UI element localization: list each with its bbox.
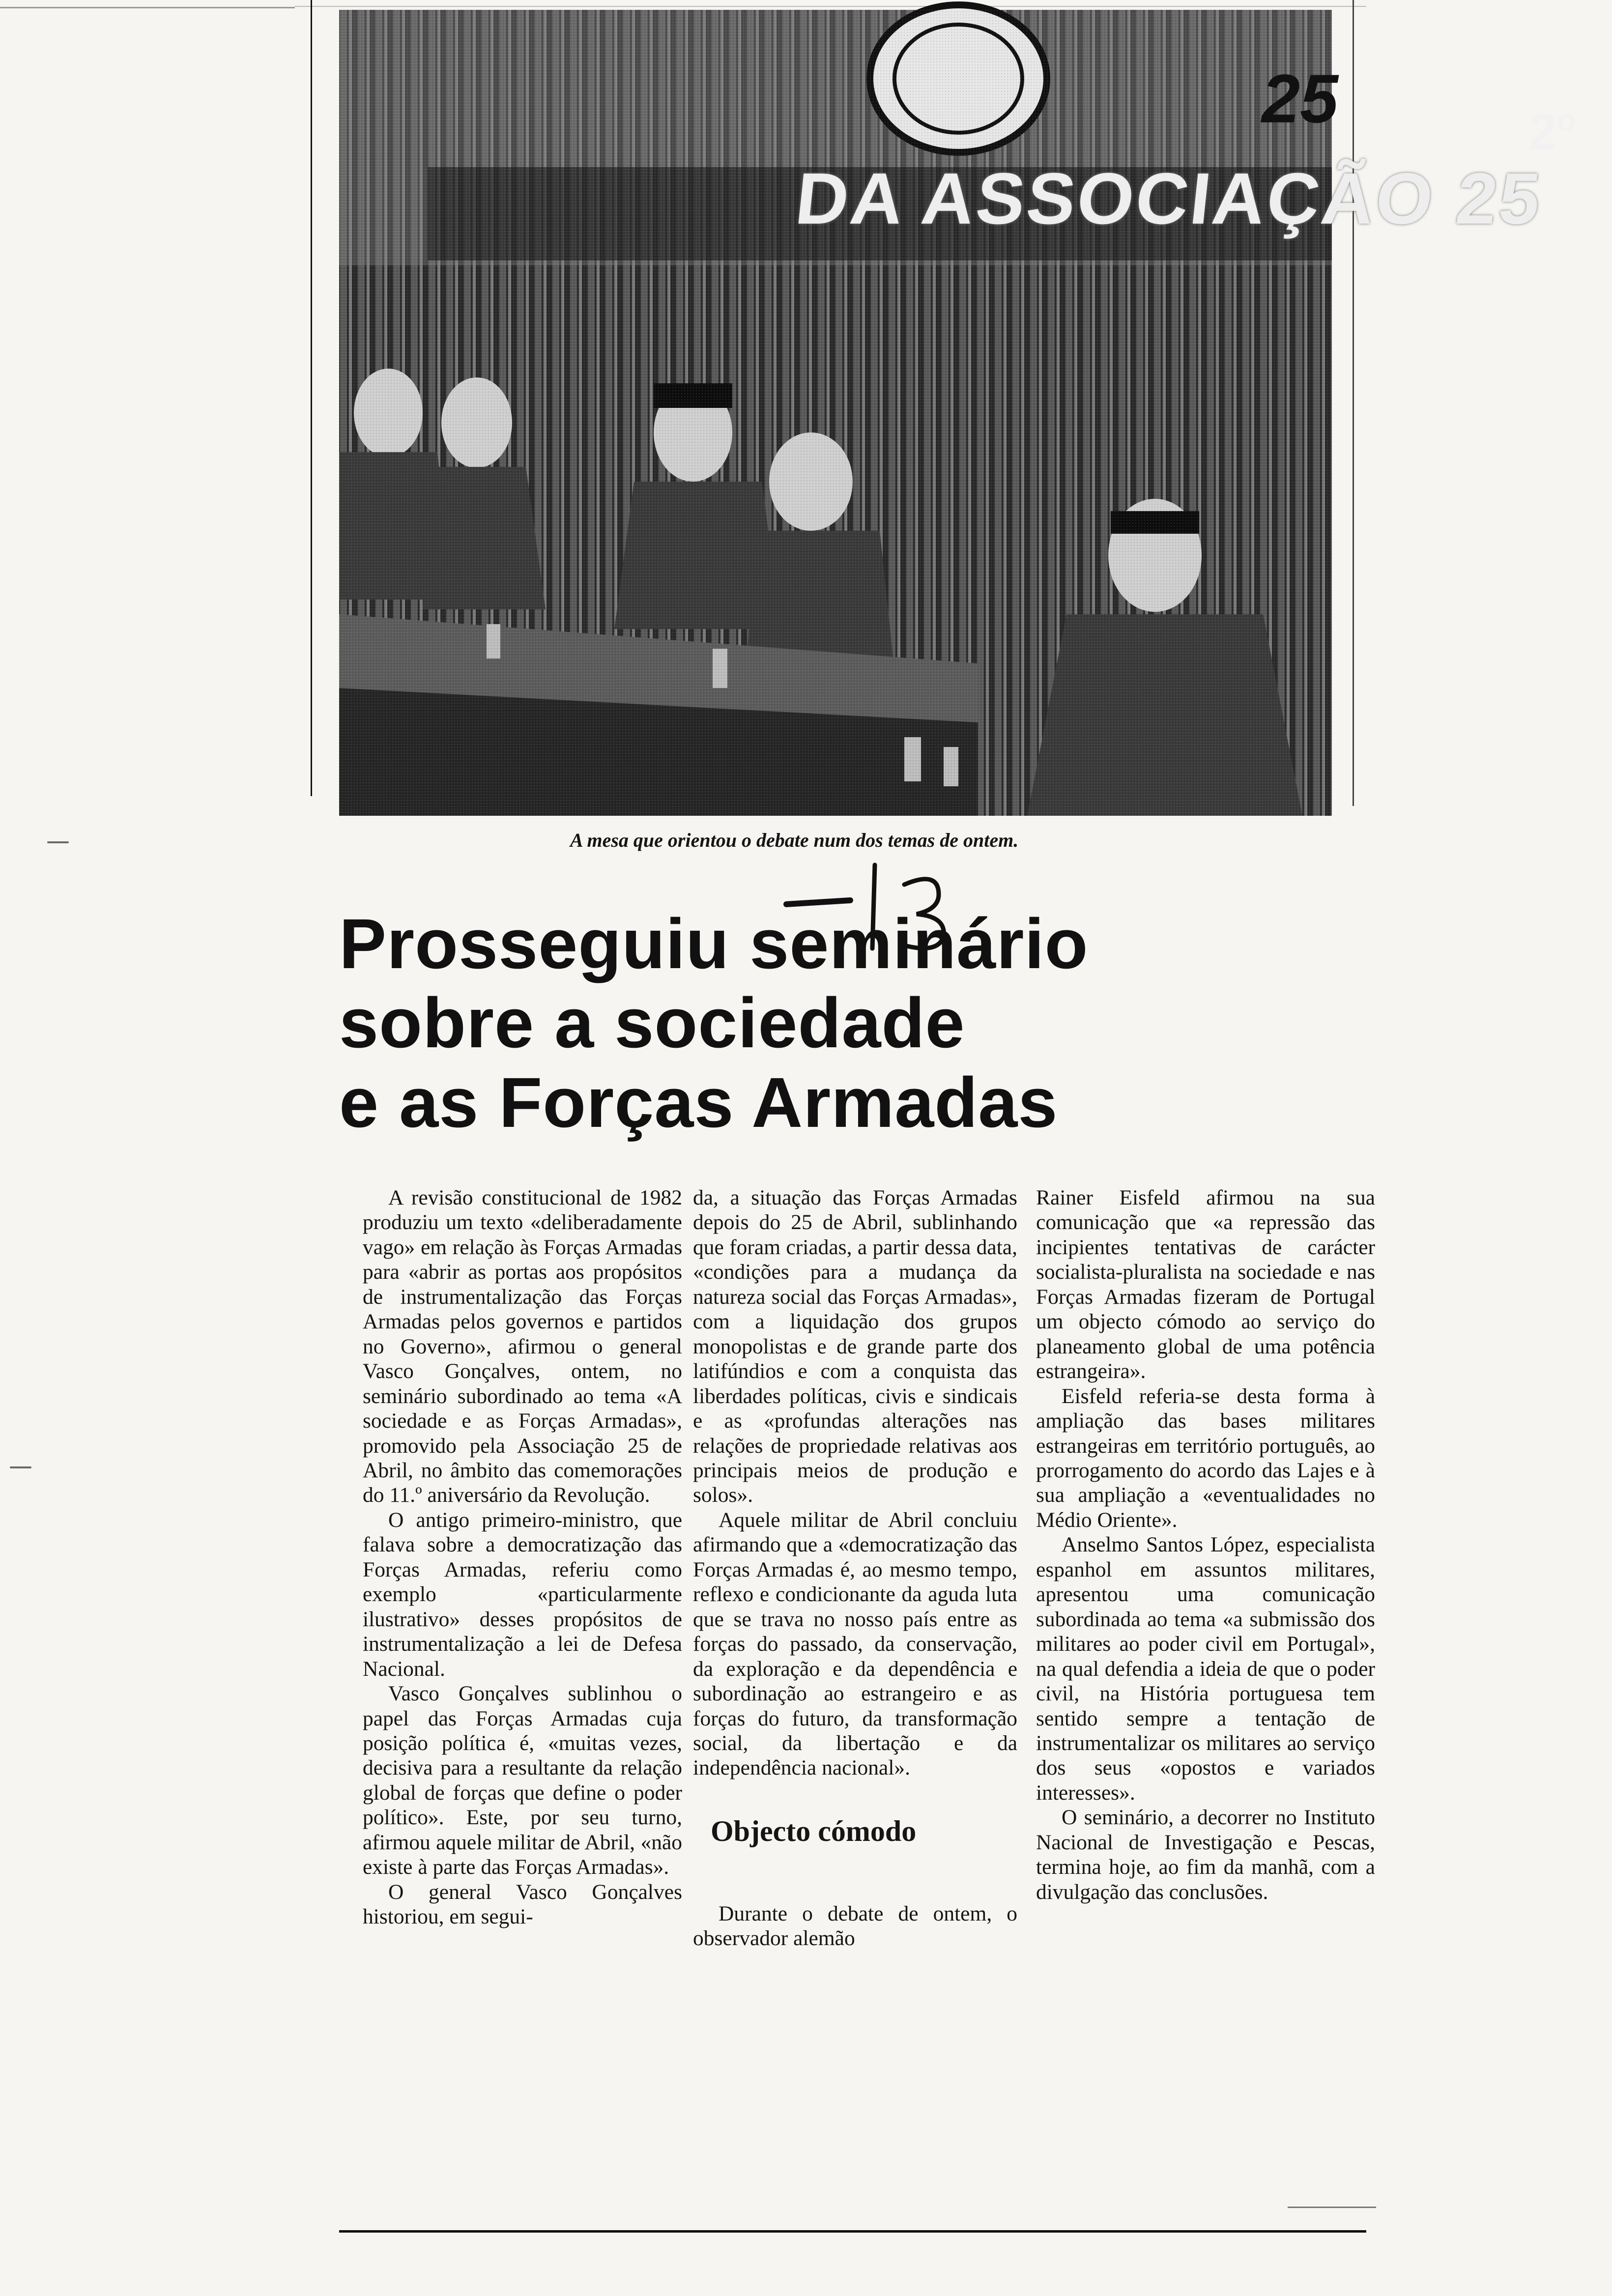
headline-line-3: e as Forças Armadas: [339, 1062, 1058, 1142]
article-column-3: [1036, 1185, 1375, 1904]
top-rule: [0, 7, 295, 8]
photo-caption: A mesa que orientou o debate num dos temas de ontem.: [570, 829, 1019, 851]
subheading: Objecto cómodo: [711, 1814, 917, 1847]
banner-ordinal: 2º: [1528, 104, 1576, 161]
scan-mark: [47, 841, 69, 843]
paragraph: O general Vasco Gonçalves historiou, em segui-: [363, 1880, 682, 1929]
article-column-2: [693, 1185, 1017, 1951]
bottom-rule: [339, 2230, 1366, 2233]
seminar-photo: [339, 10, 1576, 816]
logo-number: 25: [1262, 60, 1338, 137]
column-rule-right: [1353, 0, 1354, 806]
headline-line-2: sobre a sociedade: [339, 983, 965, 1063]
headline-line-1: Prosseguiu seminário: [339, 904, 1089, 983]
paragraph: Eisfeld referia-se desta forma à ampliação das bases militares estrangeiras em território português, ao prorrogamento do acordo das Lajes e à sua ampliação a «eventualidades no Médio Oriente».: [1036, 1384, 1375, 1532]
paragraph: Vasco Gonçalves sublinhou o papel das Forças Armadas cuja posição política é, «muitas vezes, decisiva para a resultante da relação global de forças que define o poder político». Este, por seu turno, afirmou aquele militar de Abril, «não existe à parte das Forças Armadas».: [363, 1682, 682, 1879]
paragraph-continued: da, a situação das Forças Armadas depois do 25 de Abril, sublinhando que foram criadas, a partir dessa data, «condições para a mudança da natureza social das Forças Armadas», com a liquidação dos grupos monopolistas e de grande parte dos latifúndios e com a conquista das liberdades políticas, civis e sindicais e as «profundas alterações nas relações de propriedade relativas aos principais meios de produção e solos».: [693, 1186, 1017, 1507]
paragraph: Durante o debate de ontem, o observador alemão: [693, 1901, 1017, 1951]
paragraph: A revisão constitucional de 1982 produziu um texto «deliberadamente vago» em relação às Forças Armadas para «abrir as portas aos propósitos de instrumentalização das Forças Armadas pelos governos e partidos no Governo», afirmou o general Vasco Gonçalves, ontem, no seminário subordinado ao tema «A sociedade e as Forças Armadas», promovido pela Associação 25 de Abril, no âmbito das comemorações do 11.º aniversário da Revolução.: [363, 1186, 682, 1507]
paragraph: Anselmo Santos López, especialista espanhol em assuntos militares, apresentou uma comunicação subordinada ao tema «a submissão dos militares ao poder civil em Portugal», na qual defendia a ideia de que o poder civil, na História portuguesa tem sentido sempre a tentação de instrumentalizar os militares ao serviço dos seus «opostos e variados interesses».: [1036, 1533, 1375, 1805]
article-column-1: [363, 1185, 682, 1929]
scan-mark: [10, 1466, 31, 1468]
banner-text: DA ASSOCIAÇÃO 25: [792, 158, 1546, 239]
paragraph: Aquele militar de Abril concluiu afirmando que a «democratização das Forças Armadas é, ao mesmo tempo, reflexo e condicionante da aguda luta que se trava no nosso país entre as forças do passado, da conservação, da exploração e da dependência e subordinação ao estrangeiro e as forças do futuro, da transformação social, da libertação e da independência nacional».: [693, 1508, 1017, 1780]
paragraph-continued: Rainer Eisfeld afirmou na sua comunicação que «a repressão das incipientes tentativas de carácter socialista-pluralista na sociedade e nas Forças Armadas fizeram de Portugal um objecto cómodo ao serviço do planeamento global de uma potência estrangeira».: [1036, 1186, 1375, 1383]
paragraph: O antigo primeiro-ministro, que falava sobre a democratização das Forças Armadas, referiu como exemplo «particularmente ilustrativo» desses propósitos de instrumentalização a lei de Defesa Nacional.: [363, 1508, 682, 1681]
headline: [339, 904, 1175, 1142]
column-rule-left: [311, 0, 312, 796]
paragraph: O seminário, a decorrer no Instituto Nacional de Investigação e Pescas, termina hoje, ao fim da manhã, com a divulgação das conclusões.: [1036, 1806, 1375, 1904]
photo-illustration: [339, 10, 1332, 816]
rule-light: [1288, 2207, 1376, 2208]
top-rule-light: [295, 6, 1366, 7]
